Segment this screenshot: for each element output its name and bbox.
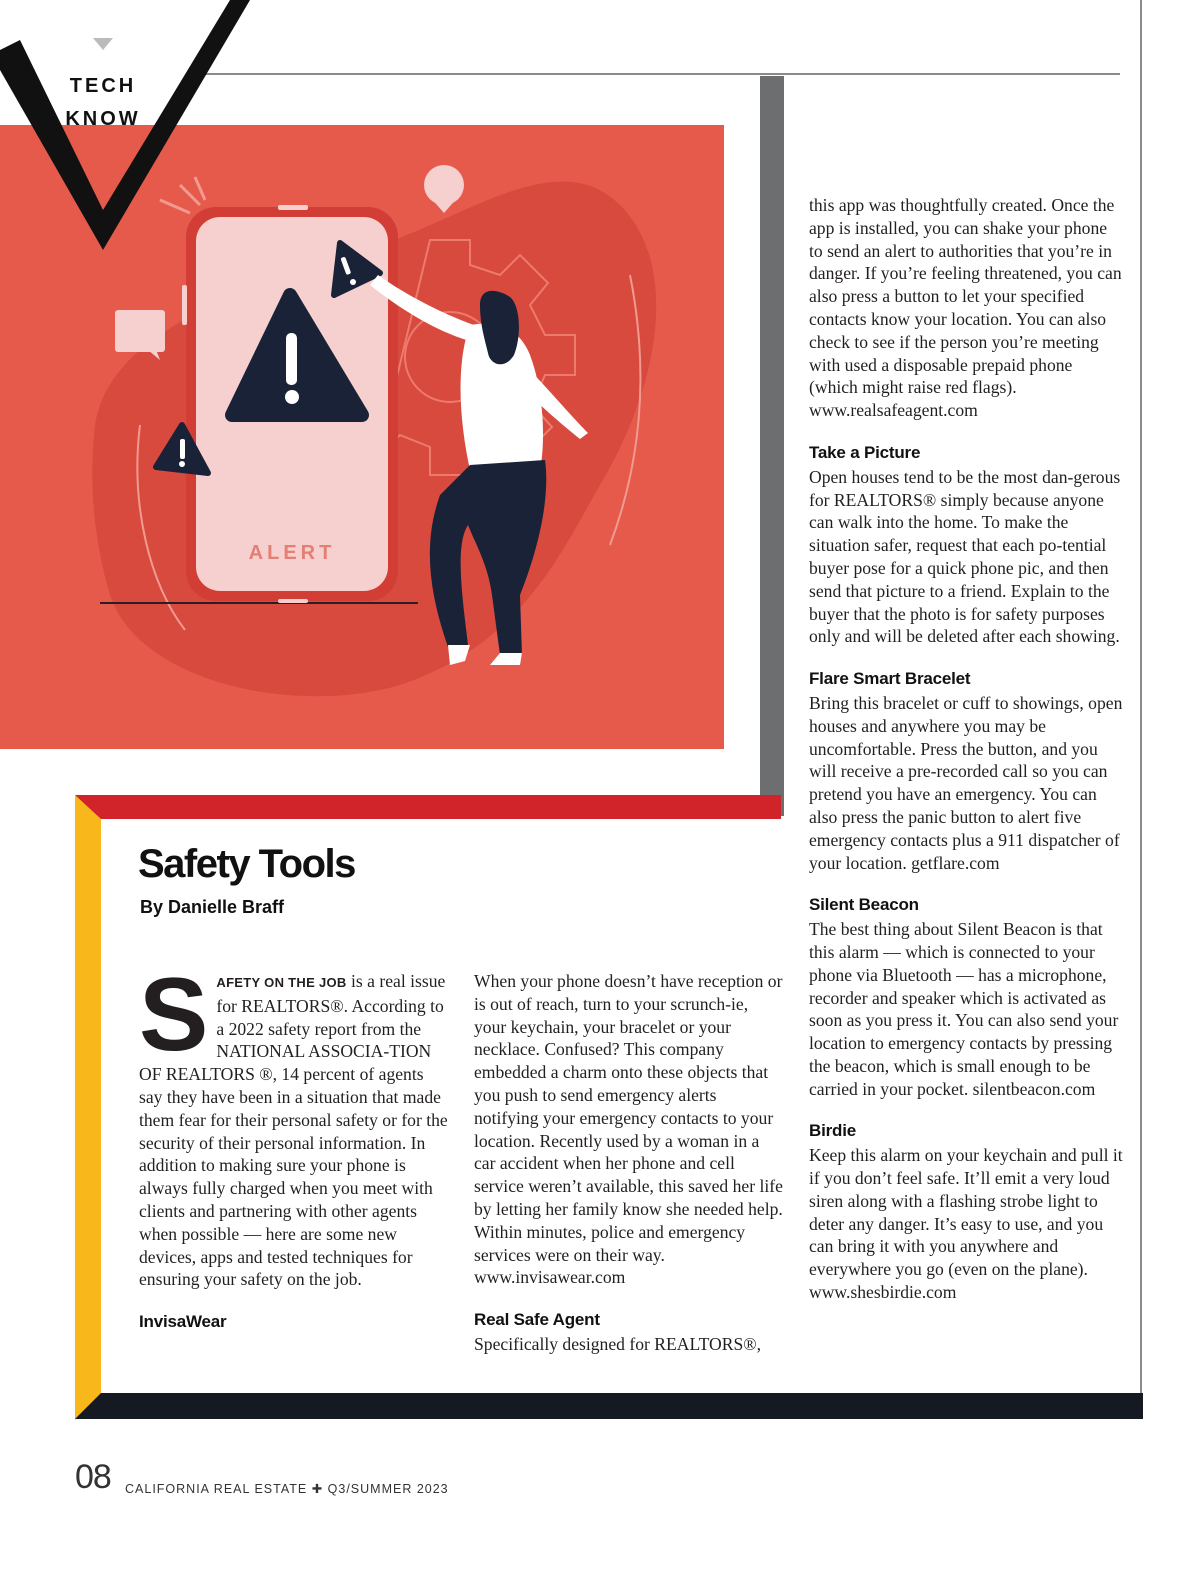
silent-beacon-body: The best thing about Silent Beacon is that this alarm — which is connected to your phone via Bluetooth — has a microphone, recorder and speaker which is activated as soon as you press it. You can also send your location to emergency contacts by pressing the beacon, which is small enough to be carried in your pocket. silentbeacon.com [809, 919, 1119, 1099]
article-column-2 [474, 970, 784, 1356]
alert-screen-label: ALERT [248, 542, 336, 564]
article-byline: By Danielle Braff [140, 897, 285, 917]
article-column-3 [809, 194, 1123, 1304]
yellow-accent-bar [75, 795, 101, 1420]
intro-text: is a real issue for REALTORS®. According to a 2022 safety report from the NATIONAL ASSOCIA-TION OF REALTORS ®, 14 percent of agents say they have been in a situation that made them fear for their personal safety or for the security of their personal information. In addition to making sure your phone is always fully charged when you meet with clients and partnering with other agents when possible — here are some new devices, apps and tested techniques for ensuring your safety on the job. [139, 971, 448, 1290]
lead-in: AFETY ON THE JOB [216, 975, 347, 990]
invisawear-body: When your phone doesn’t have reception or is out of reach, turn to your scrunch-ie, your keychain, your bracelet or your necklace. Confused? This company embedded a charm onto these objects that you push to send emergency alerts notifying your emergency contacts to your location. Recently used by a woman in a car accident when her phone and cell service weren’t available, this saved her life by letting her family know she needed help. Within minutes, police and emergency services were on their way. www.invisawear.com [474, 971, 783, 1288]
take-a-picture-body: Open houses tend to be the most dan-gerous for REALTORS® simply because anyone can walk into the home. To make the situation safer, request that each po-tential buyer pose for a quick phone pic, and then send that picture to a friend. Explain to the buyer that the photo is for safety purposes only and will be deleted after each showing. [809, 466, 1121, 647]
drop-cap: S [139, 957, 209, 1073]
birdie-body: Keep this alarm on your keychain and pull it if you don’t feel safe. It’ll emit a very loud siren along with a flashing strobe light to deter any danger. It’s easy to use, and you can bring it with you anywhere and everywhere you go (even on the plane). www.shesbirdie.com [809, 1145, 1123, 1303]
red-accent-bar [75, 795, 781, 819]
subhead-take-a-picture: Take a Picture [809, 442, 921, 462]
subhead-real-safe-agent: Real Safe Agent [474, 1310, 600, 1330]
section-tag [48, 70, 158, 136]
page-number: 08 [75, 1458, 111, 1496]
subhead-invisawear: InvisaWear [139, 1312, 227, 1332]
section-tag-line-1: TECH [69, 75, 137, 97]
grey-accent-bar [760, 76, 784, 816]
real-safe-agent-body-start: Specifically designed for REALTORS®, [474, 1333, 762, 1354]
intro-paragraph [139, 957, 451, 1291]
publication-line: CALIFORNIA REAL ESTATE ✚ Q3/SUMMER 2023 [125, 1482, 449, 1496]
flare-smart-bracelet-body: Bring this bracelet or cuff to showings, open houses and anywhere you may be uncomfortable. Press the button, and you will receive a pre-recorded call so you can pretend you have an emergency. You can also press the panic button to alert five emergency contacts plus a 911 dispatcher of your location. getflare.com [809, 692, 1123, 873]
article-column-1 [139, 957, 451, 1335]
section-tag-line-2: KNOW [65, 108, 141, 130]
article-title: Safety Tools [138, 842, 355, 886]
subhead-silent-beacon: Silent Beacon [809, 895, 919, 915]
black-accent-bar [75, 1393, 1143, 1419]
subhead-birdie: Birdie [809, 1121, 856, 1141]
real-safe-agent-body-end: this app was thoughtfully created. Once the app is installed, you can shake your phone to send an alert to authorities that you’re in danger. If you’re feeling threatened, you can also press a button to let your specified contacts know your location. You can also check to see if the person you’re meeting with used a disposable prepaid phone (which might raise red flags). www.realsafeagent.com [809, 195, 1122, 421]
subhead-flare-smart-bracelet: Flare Smart Bracelet [809, 669, 971, 689]
top-rule [200, 73, 1120, 75]
right-rule [1140, 0, 1142, 1395]
